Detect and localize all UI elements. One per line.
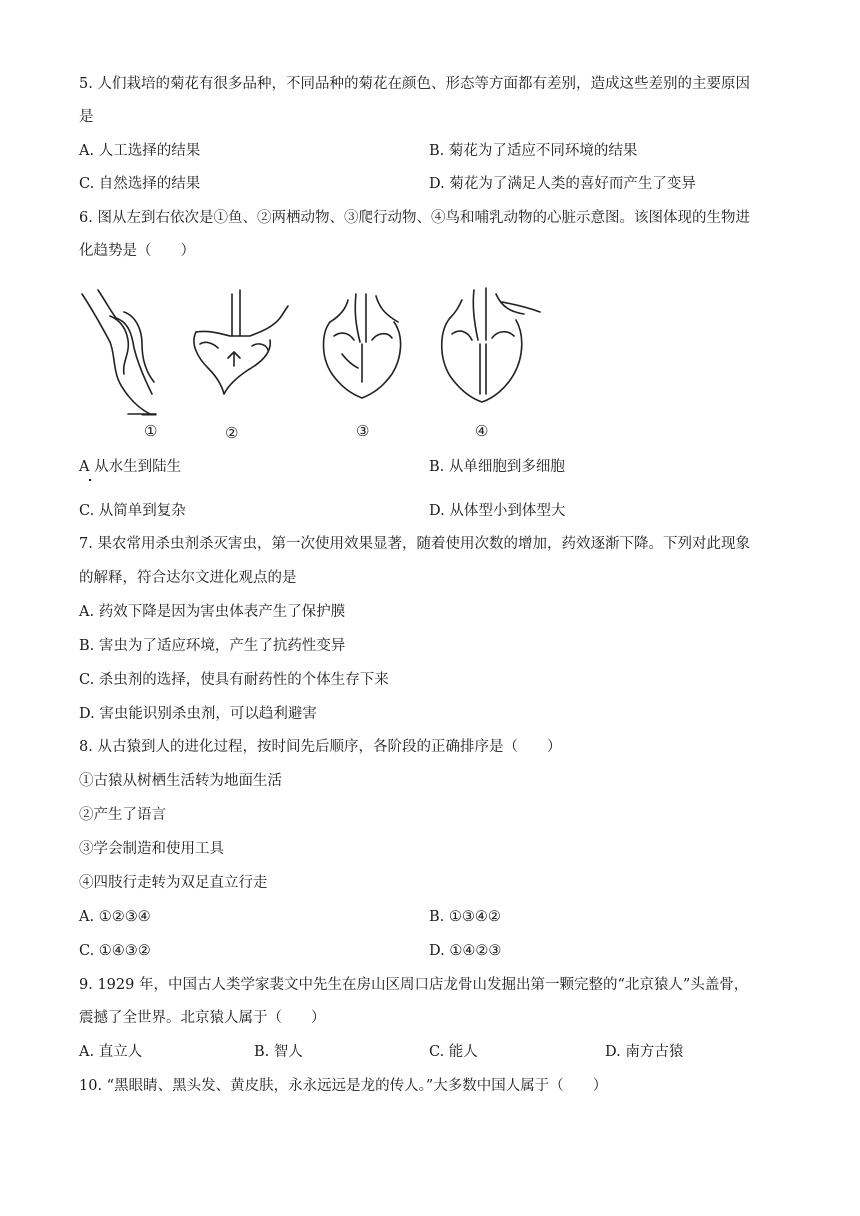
q7-option-c: C. 杀虫剂的选择，使具有耐药性的个体生存下来 <box>79 672 389 688</box>
q6-option-a: A 从水生到陆生 <box>79 459 182 475</box>
q7-stem-line2: 的解释，符合达尔文进化观点的是 <box>79 570 297 586</box>
q8-item-1: ①古猿从树栖生活转为地面生活 <box>79 773 282 789</box>
q9-option-b: B. 智人 <box>254 1044 303 1060</box>
q8-option-b: B. ①③④② <box>429 909 501 925</box>
q9-option-c: C. 能人 <box>429 1044 478 1060</box>
figure-label-1: ① <box>144 422 158 440</box>
q7-option-b: B. 害虫为了适应环境，产生了抗药性变异 <box>79 638 346 654</box>
q6-stem-line1: 6. 图从左到右依次是①鱼、②两栖动物、③爬行动物、④鸟和哺乳动物的心脏示意图。该图体现的生物进 <box>79 210 750 226</box>
figure-label-4: ④ <box>475 422 489 440</box>
q8-item-2: ②产生了语言 <box>79 807 166 823</box>
q6-option-b: B. 从单细胞到多细胞 <box>429 459 565 475</box>
fish-heart-drawing <box>82 290 156 414</box>
q6-option-c: C. 从简单到复杂 <box>79 503 186 519</box>
q9-option-d: D. 南方古猿 <box>605 1044 684 1060</box>
stray-dot-mark <box>89 479 91 481</box>
q8-stem: 8. 从古猿到人的进化过程，按时间先后顺序，各阶段的正确排序是（ ） <box>79 739 562 755</box>
q6-option-d: D. 从体型小到体型大 <box>429 503 566 519</box>
q5-stem-line2: 是 <box>79 109 94 125</box>
reptile-heart-drawing <box>324 294 401 398</box>
figure-label-2: ② <box>225 424 239 442</box>
q9-stem-line2: 震撼了全世界。北京猿人属于（ ） <box>79 1010 326 1026</box>
q5-option-c: C. 自然选择的结果 <box>79 176 201 192</box>
q6-stem-line2: 化趋势是（ ） <box>79 243 195 259</box>
q5-stem-line1: 5. 人们栽培的菊花有很多品种，不同品种的菊花在颜色、形态等方面都有差别，造成这些差别的主要原因 <box>79 76 750 92</box>
heart-diagram-figure <box>72 282 562 442</box>
q8-option-a: A. ①②③④ <box>79 909 151 925</box>
q8-item-4: ④四肢行走转为双足直立行走 <box>79 875 268 891</box>
q9-option-a: A. 直立人 <box>79 1044 143 1060</box>
q8-item-3: ③学会制造和使用工具 <box>79 841 224 857</box>
figure-label-3: ③ <box>356 422 370 440</box>
q10-stem: 10. “黑眼睛、黑头发、黄皮肤，永永远远是龙的传人。”大多数中国人属于（ ） <box>79 1078 608 1094</box>
q7-option-d: D. 害虫能识别杀虫剂，可以趋利避害 <box>79 706 317 722</box>
q5-option-a: A. 人工选择的结果 <box>79 143 201 159</box>
q8-option-c: C. ①④③② <box>79 943 151 959</box>
q8-option-d: D. ①④②③ <box>429 943 502 959</box>
bird-mammal-heart-drawing <box>442 288 540 402</box>
q5-option-d: D. 菊花为了满足人类的喜好而产生了变异 <box>429 176 696 192</box>
q7-stem-line1: 7. 果农常用杀虫剂杀灭害虫，第一次使用效果显著，随着使用次数的增加，药效逐渐下降。下列对此现象 <box>79 536 750 552</box>
q5-option-b: B. 菊花为了适应不同环境的结果 <box>429 143 638 159</box>
q7-option-a: A. 药效下降是因为害虫体表产生了保护膜 <box>79 604 346 620</box>
amphibian-heart-drawing <box>194 290 288 394</box>
q9-stem-line1: 9. 1929 年，中国古人类学家裴文中先生在房山区周口店龙骨山发掘出第一颗完整的“北京猿人”头盖骨， <box>79 977 749 993</box>
